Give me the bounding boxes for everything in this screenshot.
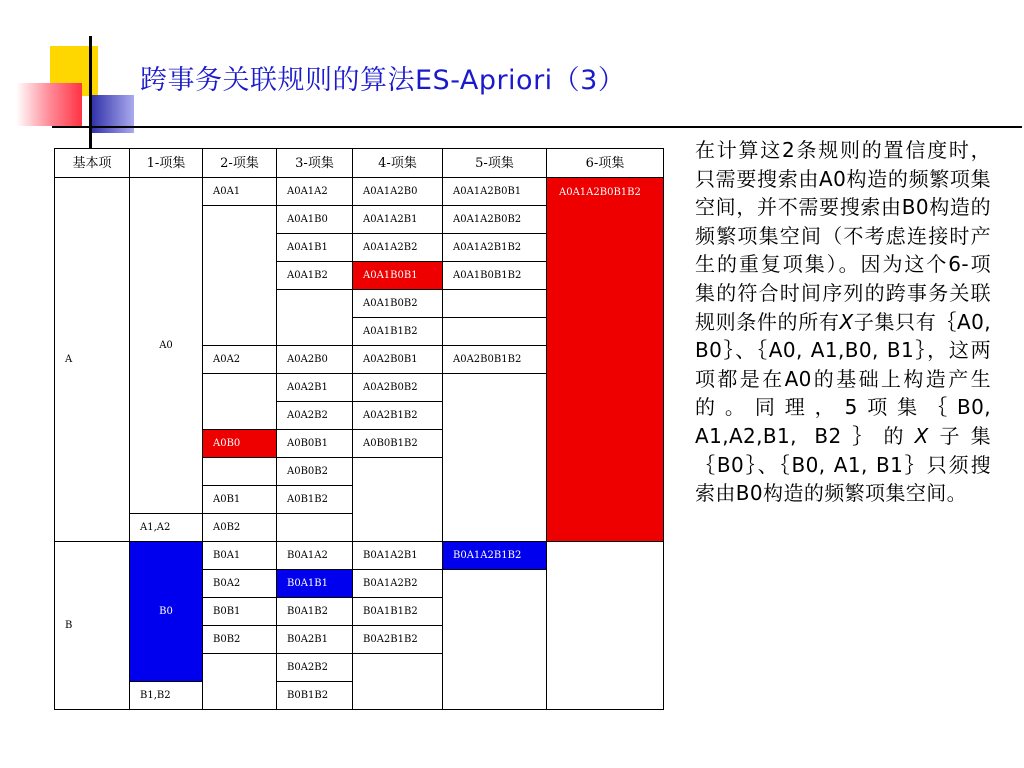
table-header-row — [55, 149, 664, 178]
itemset-3-cell: A0B0B1 — [277, 430, 353, 458]
itemset-1-cell: A1,A2 — [130, 514, 203, 542]
itemset-3-cell: B0A2B1 — [277, 626, 353, 654]
itemset-3-cell: A0A2B1 — [277, 374, 353, 402]
itemset-4-cell: A0A1A2B1 — [353, 206, 443, 234]
variable-x: X — [839, 309, 854, 334]
header-cell: 6-项集 — [547, 149, 664, 178]
itemset-2-cell: A0A1 — [203, 178, 277, 206]
itemset-4-cell: A0B0B1B2 — [353, 430, 443, 458]
itemset-3-cell: A0A1B2 — [277, 262, 353, 290]
itemset-3-cell: A0A1A2 — [277, 178, 353, 206]
itemset-5-cell: A0A1B0B1B2 — [443, 262, 547, 290]
itemset-6-cell: A0A1A2B0B1B2 — [547, 178, 664, 542]
itemset-3-cell: A0A1B1 — [277, 234, 353, 262]
itemset-3-cell: B0A1B2 — [277, 598, 353, 626]
description-part-3: 子集｛B0｝、｛B0, A1, B1｝只须搜索由B0构造的频繁项集空间。 — [695, 423, 991, 506]
itemset-2-cell: B0B1 — [203, 598, 277, 626]
header-cell: 1-项集 — [130, 149, 203, 178]
itemset-3-cell: B0A1A2 — [277, 542, 353, 570]
itemset-4-cell: B0A1B1B2 — [353, 598, 443, 626]
itemset-2-cell: A0B1 — [203, 486, 277, 514]
itemset-5-empty-cell — [443, 374, 547, 542]
itemset-4-empty-cell — [353, 654, 443, 710]
itemset-4-cell: A0A2B1B2 — [353, 402, 443, 430]
header-cell: 2-项集 — [203, 149, 277, 178]
itemset-6-empty-cell — [547, 542, 664, 710]
itemset-4-cell: A0A2B0B1 — [353, 346, 443, 374]
header-cell: 基本项 — [55, 149, 130, 178]
itemset-2-cell: A0B2 — [203, 514, 277, 542]
itemset-3-cell: A0A2B0 — [277, 346, 353, 374]
itemset-5-empty-cell — [443, 318, 547, 346]
header-cell: 3-项集 — [277, 149, 353, 178]
itemset-2-empty-cell — [203, 654, 277, 710]
itemset-4-cell: A0A1B0B2 — [353, 290, 443, 318]
itemset-3-empty-cell — [277, 514, 353, 542]
itemset-4-cell: B0A2B1B2 — [353, 626, 443, 654]
page-title: 跨事务关联规则的算法ES-Apriori（3） — [140, 65, 626, 96]
itemset-5-cell: A0A2B0B1B2 — [443, 346, 547, 374]
itemset-2-cell: B0A1 — [203, 542, 277, 570]
description-text — [695, 136, 991, 508]
itemset-4-cell-highlighted: A0A1B0B1 — [353, 262, 443, 290]
itemset-5-cell-highlighted: B0A1A2B1B2 — [443, 542, 547, 570]
itemset-3-cell: A0A2B2 — [277, 402, 353, 430]
deco-red-square — [16, 83, 82, 126]
header-cell: 5-项集 — [443, 149, 547, 178]
variable-x: X — [914, 423, 929, 448]
itemset-3-cell: A0B1B2 — [277, 486, 353, 514]
itemset-3-cell: B0B1B2 — [277, 682, 353, 710]
itemset-4-cell: B0A1A2B2 — [353, 570, 443, 598]
itemset-3-empty-cell — [277, 290, 353, 346]
itemset-3-cell-highlighted: B0A1B1 — [277, 570, 353, 598]
itemset-2-empty-cell — [203, 374, 277, 430]
itemset-5-empty-cell — [443, 570, 547, 710]
itemset-3-cell: A0B0B2 — [277, 458, 353, 486]
description-paragraph — [695, 136, 991, 508]
itemset-2-empty-cell — [203, 458, 277, 486]
itemset-2-cell: A0A2 — [203, 346, 277, 374]
itemset-4-cell: A0A2B0B2 — [353, 374, 443, 402]
header-cell: 4-项集 — [353, 149, 443, 178]
description-part-1: 在计算这2条规则的置信度时，只需要搜索由A0构造的频繁项集空间，并不需要搜索由B0构造的频繁项集空间（不考虑连接时产生的重复项集）。因为这个6-项集的符合时间序列的跨事务关联规则条件的所有 — [695, 138, 991, 334]
itemset-2-cell: B0B2 — [203, 626, 277, 654]
itemset-5-empty-cell — [443, 290, 547, 318]
itemset-1-cell: A0 — [130, 178, 203, 514]
itemset-5-cell: A0A1A2B0B2 — [443, 206, 547, 234]
table-row — [55, 542, 664, 570]
base-item-cell: B — [55, 542, 130, 710]
itemset-4-cell: B0A1A2B1 — [353, 542, 443, 570]
itemset-2-cell: B0A2 — [203, 570, 277, 598]
itemset-2-cell-highlighted: A0B0 — [203, 430, 277, 458]
itemset-1-cell-highlighted: B0 — [130, 542, 203, 682]
deco-vertical-line — [89, 36, 92, 148]
itemset-5-cell: A0A1A2B0B1 — [443, 178, 547, 206]
title-divider — [52, 126, 1022, 128]
table-row — [55, 178, 664, 206]
itemset-3-cell: B0A2B2 — [277, 654, 353, 682]
description-part-2: 子集只有｛A0, B0｝、｛A0, A1,B0, B1｝，这两项都是在A0的基础上构造产生的。同理，5项集｛B0, A1,A2,B1, B2｝的 — [695, 309, 991, 448]
itemset-3-cell: A0A1B0 — [277, 206, 353, 234]
itemset-5-cell: A0A1A2B1B2 — [443, 234, 547, 262]
itemset-4-cell: A0A1A2B0 — [353, 178, 443, 206]
itemset-4-empty-cell — [353, 458, 443, 542]
itemset-2-empty-cell — [203, 206, 277, 346]
itemset-1-cell: B1,B2 — [130, 682, 203, 710]
itemset-4-cell: A0A1B1B2 — [353, 318, 443, 346]
itemset-4-cell: A0A1A2B2 — [353, 234, 443, 262]
base-item-cell: A — [55, 178, 130, 542]
itemset-table — [54, 148, 664, 710]
